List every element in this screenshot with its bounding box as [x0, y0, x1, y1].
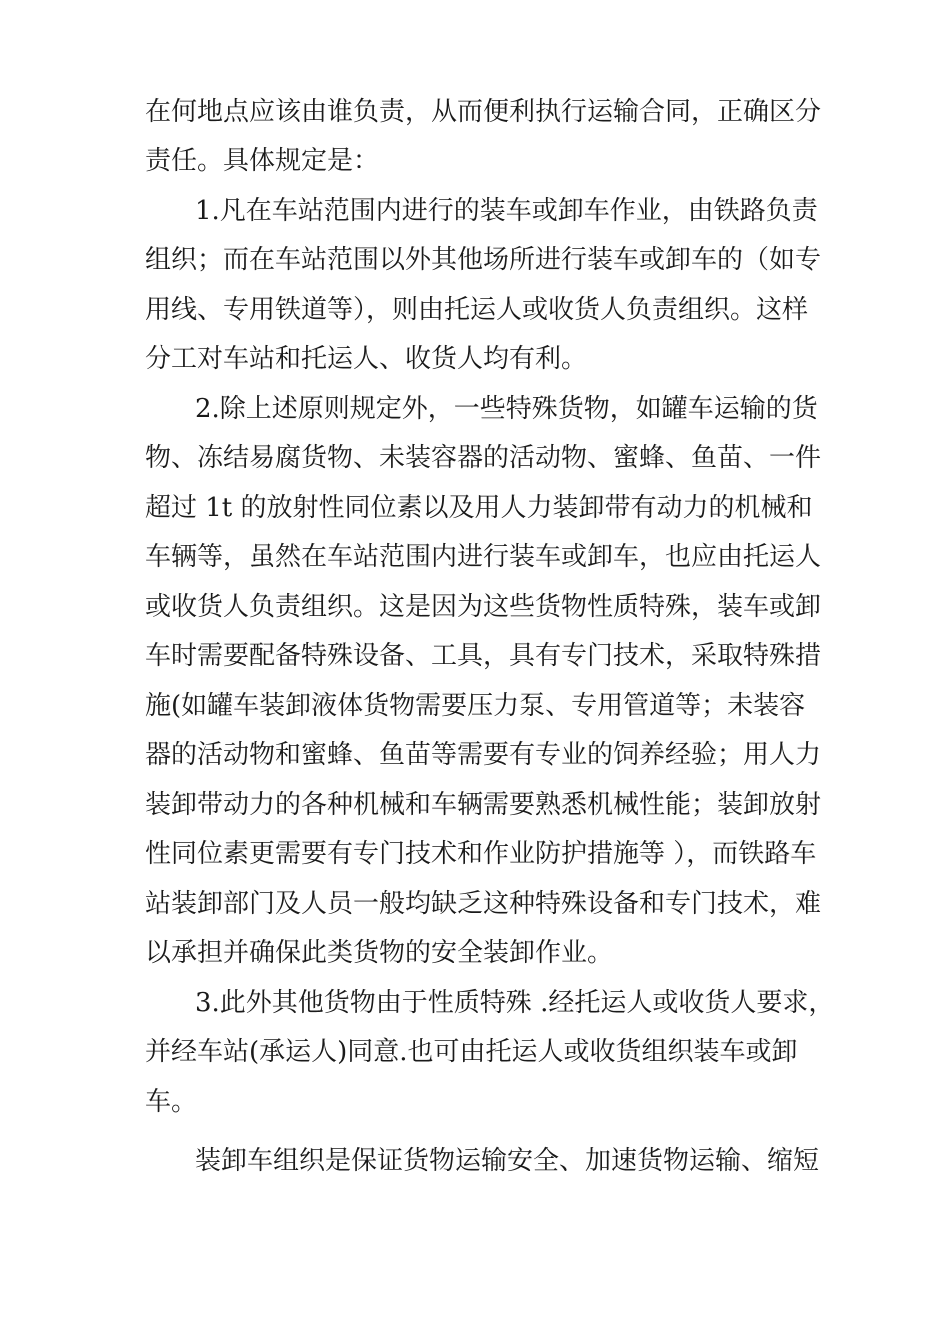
text-line: 组织；而在车站范围以外其他场所进行装车或卸车的（如专: [145, 245, 822, 275]
text-line: 物、冻结易腐货物、未装容器的活动物、蜜蜂、鱼苗、一件: [145, 443, 822, 473]
text-line: 在何地点应该由谁负责，从而便利执行运输合同，正确区分: [145, 97, 822, 127]
text-line: 超过 1t 的放射性同位素以及用人力装卸带有动力的机械和: [145, 493, 813, 523]
text-line: 站装卸部门及人员一般均缺乏这种特殊设备和专门技术，难: [145, 889, 822, 919]
text-line: 性同位素更需要有专门技术和作业防护措施等 ），而铁路车: [145, 839, 817, 869]
text-line: 用线、专用铁道等），则由托运人或收货人负责组织。这样: [145, 295, 809, 325]
text-line: 3.此外其他货物由于性质特殊 .经托运人或收货人要求，: [195, 988, 835, 1018]
text-line: 装卸车组织是保证货物运输安全、加速货物运输、缩短: [195, 1146, 820, 1176]
text-line: 器的活动物和蜜蜂、鱼苗等需要有专业的饲养经验；用人力: [145, 740, 822, 770]
text-line: 分工对车站和托运人、收货人均有利。: [145, 344, 588, 374]
text-line: 或收货人负责组织。这是因为这些货物性质特殊，装车或卸: [145, 592, 822, 622]
text-line: 车辆等，虽然在车站范围内进行装车或卸车，也应由托运人: [145, 542, 822, 572]
text-line: 车。: [145, 1087, 198, 1117]
text-line: 以承担并确保此类货物的安全装卸作业。: [145, 938, 614, 968]
text-line: 车时需要配备特殊设备、工具，具有专门技术，采取特殊措: [145, 641, 822, 671]
text-line: 装卸带动力的各种机械和车辆需要熟悉机械性能；装卸放射: [145, 790, 822, 820]
text-line: 责任。具体规定是：: [145, 146, 380, 176]
text-line: 并经车站(承运人)同意.也可由托运人或收货组织装车或卸: [145, 1037, 798, 1067]
text-line: 1.凡在车站范围内进行的装车或卸车作业，由铁路负责: [195, 196, 818, 226]
text-line: 2.除上述原则规定外，一些特殊货物，如罐车运输的货: [195, 394, 818, 424]
text-line: 施(如罐车装卸液体货物需要压力泵、专用管道等；未装容: [145, 691, 806, 721]
